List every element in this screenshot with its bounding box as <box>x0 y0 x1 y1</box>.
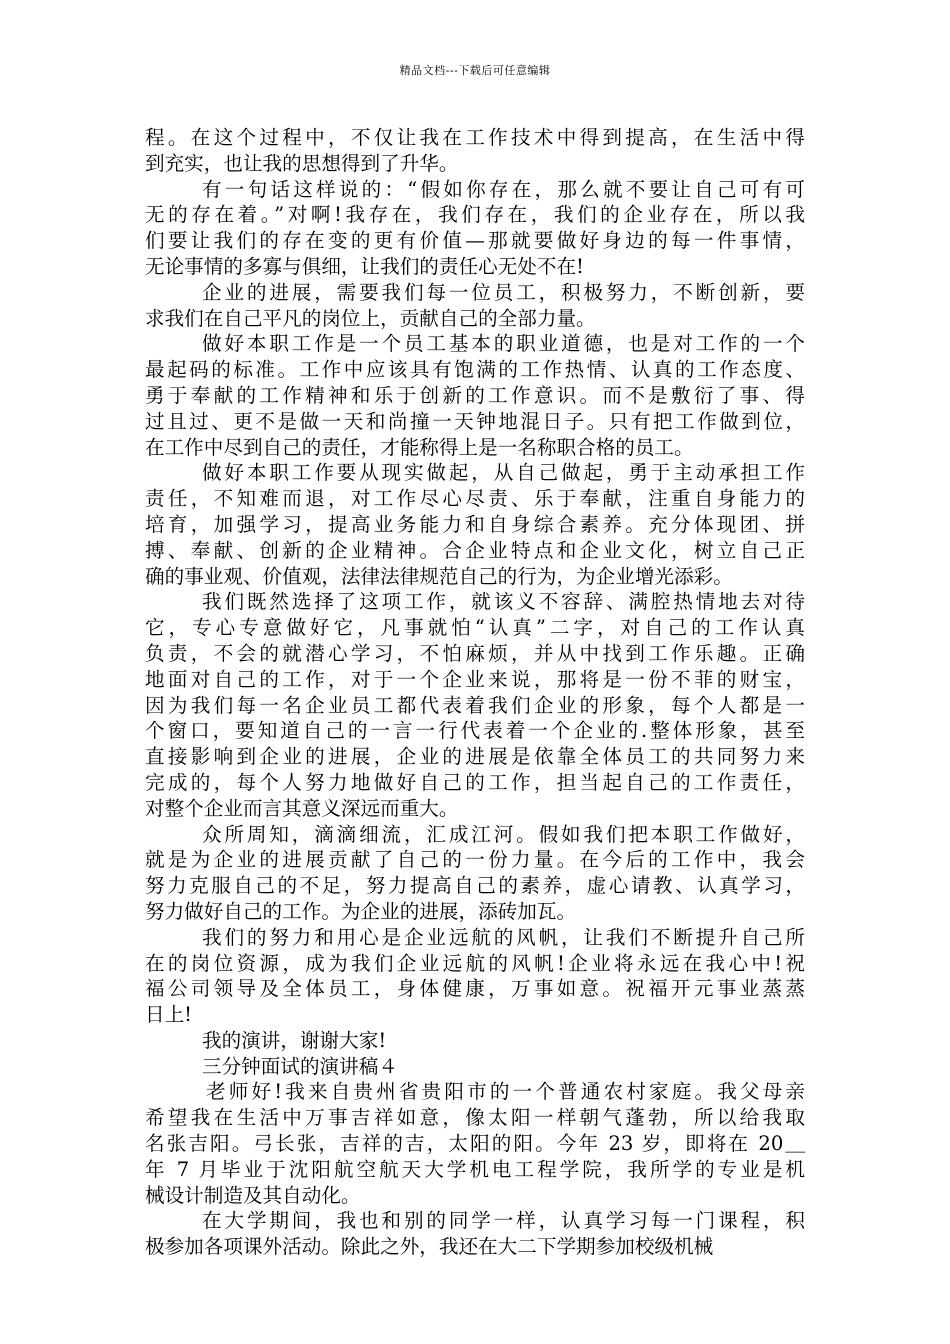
paragraph <box>145 125 805 177</box>
text-line: 直接影响到企业的进展，企业的进展是依靠全体员工的共同努力来 <box>145 745 805 769</box>
text-line: 责任，不知难而退，对工作尽心尽责、乐于奉献，注重自身能力的 <box>145 487 805 511</box>
text-line: 程。在这个过程中，不仅让我在工作技术中得到提高，在生活中得 <box>145 126 805 149</box>
paragraph <box>145 280 805 332</box>
text-line: 无的存在着。”对啊!我存在，我们存在，我们的企业存在，所以我 <box>145 203 805 227</box>
text-line: 培育，加强学习，提高业务能力和自身综合素养。充分体现团、拼 <box>145 512 805 536</box>
text-line: 对整个企业而言其意义深远而重大。 <box>145 796 459 820</box>
text-line: 日上! <box>145 1003 193 1027</box>
text-line: 负责，不会的就潜心学习，不怕麻烦，并从中找到工作乐趣。正确 <box>145 641 805 665</box>
text-line: 地面对自己的工作，对于一个企业来说，那将是一份不菲的财宝， <box>145 667 805 691</box>
text-line: 努力做好自己的工作。为企业的进展，添砖加瓦。 <box>145 899 577 923</box>
text-line: 搏、奉献、创新的企业精神。合企业特点和企业文化，树立自己正 <box>145 538 805 562</box>
text-line: 求我们在自己平凡的岗位上，贡献自己的全部力量。 <box>145 306 596 330</box>
text-line: 到充实，也让我的思想得到了升华。 <box>145 151 459 175</box>
text-line: 过且过、更不是做一天和尚撞一天钟地混日子。只有把工作做到位， <box>145 409 805 433</box>
text-line: 有一句话这样说的：“假如你存在，那么就不要让自己可有可 <box>202 177 805 201</box>
text-line: 企业的进展，需要我们每一位员工，积极努力，不断创新，要 <box>202 280 805 304</box>
text-line: 因为我们每一名企业员工都代表着我们企业的形象，每个人都是一 <box>145 693 805 717</box>
text-line: 我们的努力和用心是企业远航的风帆，让我们不断提升自己所 <box>202 925 805 949</box>
text-line: 老师好!我来自贵州省贵阳市的一个普通农村家庭。我父母亲 <box>206 1080 805 1104</box>
document-body <box>145 125 805 1260</box>
text-line: 无论事情的多寡与俱细，让我们的责任心无处不在! <box>145 254 584 278</box>
page-header: 精品文档---下载后可任意编辑 <box>399 64 551 77</box>
text-line: 希望我在生活中万事吉祥如意，像太阳一样朝气蓬勃，所以给我取 <box>145 1106 805 1130</box>
text-line: 我们既然选择了这项工作，就该义不容辞、满腔热情地去对待 <box>202 590 805 614</box>
text-line: 在工作中尽到自己的责任，才能称得上是一名称职合格的员工。 <box>145 435 694 459</box>
text-line: 在的岗位资源，成为我们企业远航的风帆!企业将永远在我心中!祝 <box>145 951 805 975</box>
text-line: 械设计制造及其自动化。 <box>145 1183 361 1207</box>
text-line: 就是为企业的进展贡献了自己的一份力量。在今后的工作中，我会 <box>145 848 805 872</box>
text-line: 名张吉阳。弓长张，吉祥的吉，太阳的阳。今年 23 岁，即将在 20＿ <box>145 1132 805 1156</box>
text-line: 在大学期间，我也和别的同学一样，认真学习每一门课程，积 <box>202 1209 805 1233</box>
text-line: 做好本职工作要从现实做起，从自己做起，勇于主动承担工作 <box>202 461 805 485</box>
paragraph <box>145 460 805 589</box>
paragraph <box>145 1079 805 1208</box>
text-line: 它，专心专意做好它，凡事就怕“认真”二字，对自己的工作认真 <box>145 616 805 640</box>
text-line: 极参加各项课外活动。除此之外，我还在大二下学期参加校级机械 <box>145 1235 714 1259</box>
paragraph <box>145 1054 805 1080</box>
paragraph <box>145 1028 805 1054</box>
text-line: 福公司领导及全体员工，身体健康，万事如意。祝福开元事业蒸蒸 <box>145 977 805 1001</box>
paragraph <box>145 925 805 1028</box>
text-line: 我的演讲，谢谢大家! <box>202 1028 387 1052</box>
paragraph <box>145 331 805 460</box>
text-line: 做好本职工作是一个员工基本的职业道德，也是对工作的一个 <box>202 332 805 356</box>
text-line: 们要让我们的存在变的更有价值—那就要做好身边的每一件事情， <box>145 229 805 253</box>
text-line: 勇于奉献的工作精神和乐于创新的工作意识。而不是敷衍了事、得 <box>145 383 805 407</box>
paragraph <box>145 822 805 925</box>
text-line: 三分钟面试的演讲稿４ <box>202 1054 398 1078</box>
text-line: 最起码的标准。工作中应该具有饱满的工作热情、认真的工作态度、 <box>145 358 805 382</box>
text-line: 完成的，每个人努力地做好自己的工作，担当起自己的工作责任， <box>145 770 805 794</box>
text-line: 个窗口，要知道自己的一言一行代表着一个企业的.整体形象，甚至 <box>145 719 805 743</box>
text-line: 努力克服自己的不足，努力提高自己的素养，虚心请教、认真学习， <box>145 874 805 898</box>
paragraph <box>145 589 805 821</box>
text-line: 确的事业观、价值观，法律法律规范自己的行为，为企业增光添彩。 <box>145 564 733 588</box>
paragraph <box>145 177 805 280</box>
text-line: 年 7 月毕业于沈阳航空航天大学机电工程学院，我所学的专业是机 <box>145 1157 805 1181</box>
text-line: 众所周知，滴滴细流，汇成江河。假如我们把本职工作做好， <box>202 822 805 846</box>
paragraph <box>145 1208 805 1260</box>
